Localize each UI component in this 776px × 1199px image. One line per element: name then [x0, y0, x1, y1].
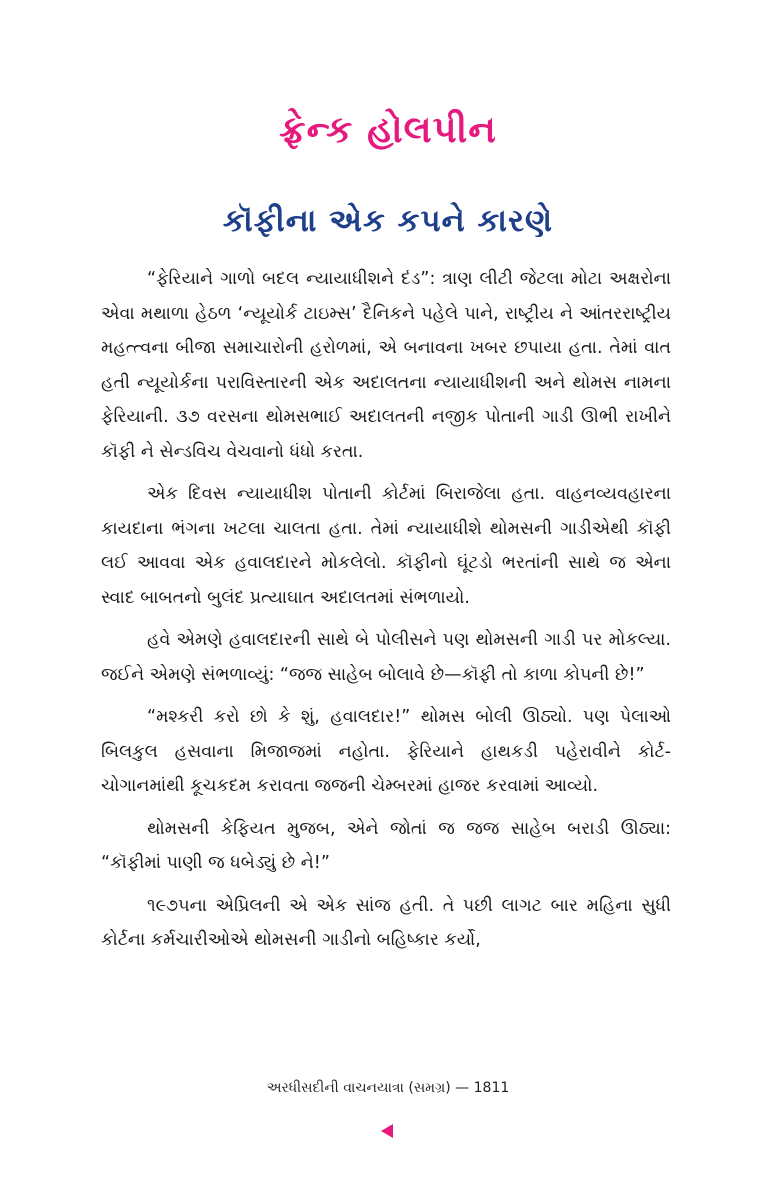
page-footer: અરધીસદીની વાચનયાત્રા (સમગ્ર) — 1811 — [266, 1080, 510, 1096]
paragraph-1: “ફેરિયાને ગાળો બદલ ન્યાયાધીશને દંડ”: ત્રાણ લીટી જેટલા મોટા અક્ષરોના એવા મથાળા હેઠળ ‘ન્યૂયોર્ક ટાઇમ્સ’ દૈનિકને પહેલે પાને, રાષ્ટ્રીય ને આંતરરાષ્ટ્રીય મહત્ત્વના બીજા સમાચારોની હરોળમાં, એ બનાવના ખબર છપાયા હતા. તેમાં વાત હતી ન્યૂયોર્કના પરાવિસ્તારની એક અદાલતના ન્યાયાધીશની અને થોમસ નામના ફેરિયાની. ૩૭ વરસના થોમસભાઈ અદાલતની નજીક પોતાની ગાડી ઊભી રાખીને કૉફી ને સેન્ડવિચ વેચવાનો ધંધો કરતા. — [101, 269, 671, 462]
paragraph-4: “મશ્કરી કરો છો કે શું, હવાલદાર!” થોમસ બોલી ઊઠ્યો. પણ પેલાઓ બિલકુલ હસવાના મિજાજમાં નહોતા. ફેરિયાને હાથકડી પહેરાવીને કોર્ટ-ચોગાનમાંથી કૂચકદમ કરાવતા જજની ચેમ્બરમાં હાજર કરવામાં આવ્યો. — [101, 707, 671, 796]
paragraph-2: એક દિવસ ન્યાયાધીશ પોતાની કોર્ટમાં બિરાજેલા હતા. વાહનવ્યવહારના કાયદાના ભંગના ખટલા ચાલતા હતા. તેમાં ન્યાયાધીશે થોમસની ગાડીએથી કૉફી લઈ આવવા એક હવાલદારને મોકલેલો. કૉફીનો ઘૂંટડો ભરતાંની સાથે જ એના સ્વાદ બાબતનો બુલંદ પ્રત્યાઘાત અદાલતમાં સંભળાયો. — [101, 484, 671, 608]
story-title: કૉફીના એક કપને કારણે — [222, 203, 554, 239]
paragraph-6: ૧૯૭૫ના એપ્રિલની એ એક સાંજ હતી. તે પછી લાગટ બાર મહિના સુધી કોર્ટના કર્મચારીઓએ થોમસની ગાડીનો બહિષ્કાર કર્યો, — [101, 895, 671, 950]
author-name: ફ્રેન્ક હોલપીન — [279, 108, 497, 151]
previous-page-arrow-icon[interactable] — [381, 1124, 393, 1138]
paragraph-3: હવે એમણે હવાલદારની સાથે બે પોલીસને પણ થોમસની ગાડી પર મોકલ્યા. જઈને એમણે સંભળાવ્યું: “જજ સાહેબ બોલાવે છે—કૉફી તો કાળા કોપની છે!” — [101, 630, 671, 685]
story-body — [101, 262, 671, 966]
paragraph-5: થોમસની કેફિયત મુજબ, એને જોતાં જ જજ સાહેબ બરાડી ઊઠ્યા: “કૉફીમાં પાણી જ ધબેડ્યું છે ને!” — [101, 818, 671, 873]
